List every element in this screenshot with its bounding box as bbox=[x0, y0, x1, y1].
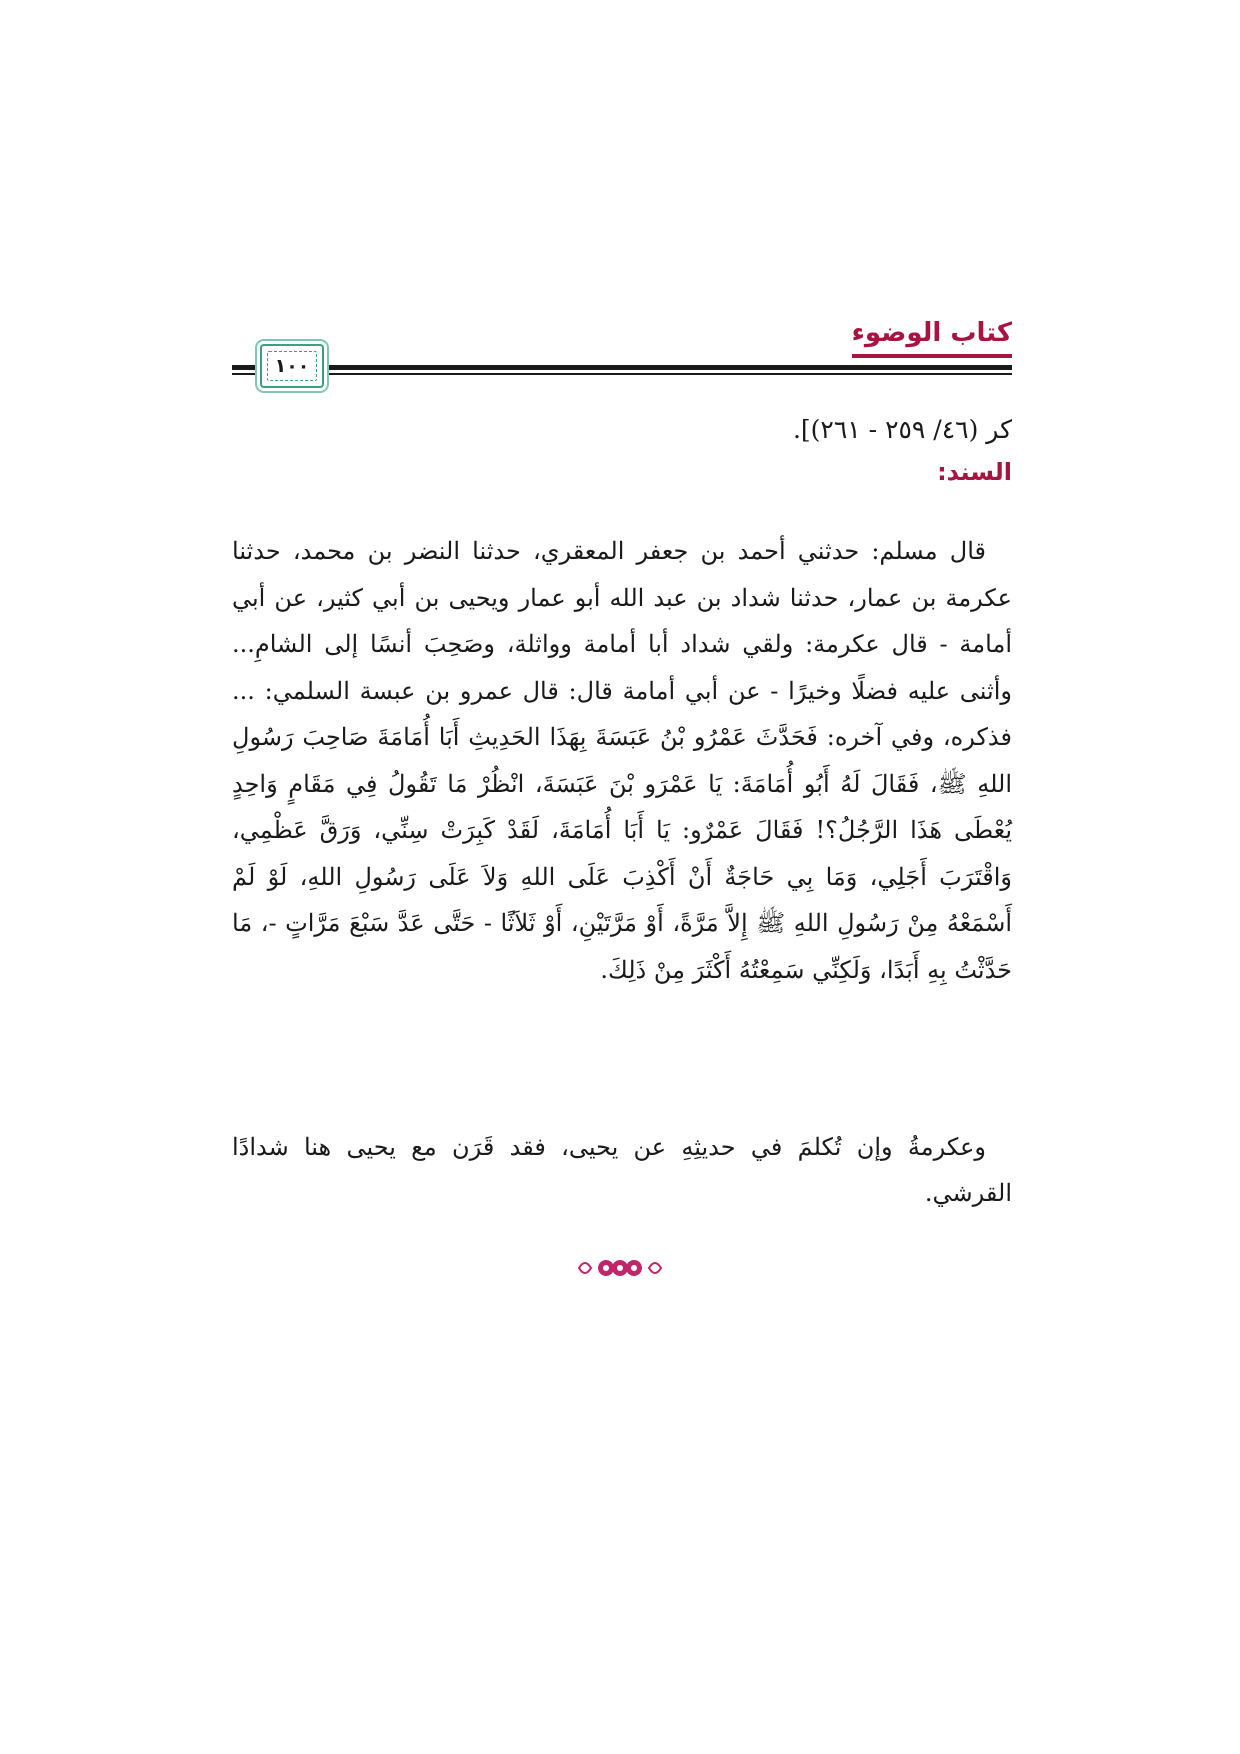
reference-line: كر (٤٦/ ٢٥٩ - ٢٦١)]. bbox=[792, 415, 1012, 444]
paragraph-comment: وعكرمةُ وإن تُكلمَ في حديثِهِ عن يحيى، فقد قَرَن مع يحيى هنا شدادًا القرشي. bbox=[232, 1133, 1012, 1207]
section-heading: السند: bbox=[937, 458, 1012, 486]
floral-divider-svg bbox=[575, 1250, 665, 1286]
floral-divider-icon bbox=[0, 1250, 1240, 1294]
header-rule-thin bbox=[232, 373, 1012, 375]
page-number: ١٠٠ bbox=[267, 351, 317, 381]
header-rule-thick bbox=[232, 365, 1012, 370]
title-underline bbox=[852, 354, 1012, 358]
book-title: كتاب الوضوء bbox=[851, 318, 1012, 348]
page-header bbox=[232, 318, 1012, 380]
paragraph-isnad: قال مسلم: حدثني أحمد بن جعفر المعقري، حدثنا النضر بن محمد، حدثنا عكرمة بن عمار، حدثنا شداد بن عبد الله أبو عمار ويحيى بن أبي كثير، عن أبي أمامة - قال عكرمة: ولقي شداد أبا أمامة وواثلة، وصَحِبَ أنسًا إلى الشامِ... وأثنى عليه فضلًا وخيرًا - عن أبي أمامة قال: قال عمرو بن عبسة السلمي: ... فذكره، وفي آخره: فَحَدَّثَ عَمْرُو بْنُ عَبَسَةَ بِهَذَا الحَدِيثِ أَبَا أُمَامَةَ صَاحِبَ رَسُولِ اللهِ ﷺ، فَقَالَ لَهُ أَبُو أُمَامَةَ: يَا عَمْرَو بْنَ عَبَسَةَ، انْظُرْ مَا تَقُولُ فِي مَقَامٍ وَاحِدٍ يُعْطَى هَذَا الرَّجُلُ؟! فَقَالَ عَمْرٌو: يَا أَبَا أُمَامَةَ، لَقَدْ كَبِرَتْ سِنِّي، وَرَقَّ عَظْمِي، وَاقْتَرَبَ أَجَلِي، وَمَا بِي حَاجَةٌ أَنْ أَكْذِبَ عَلَى اللهِ وَلاَ عَلَى رَسُولِ اللهِ، لَوْ لَمْ أَسْمَعْهُ مِنْ رَسُولِ اللهِ ﷺ إِلاَّ مَرَّةً، أَوْ مَرَّتَيْنِ، أَوْ ثَلاَثًا - حَتَّى عَدَّ سَبْعَ مَرَّاتٍ -، مَا حَدَّثْتُ بِهِ أَبَدًا، وَلَكِنِّي سَمِعْتُهُ أَكْثَرَ مِنْ ذَلِكَ. bbox=[232, 537, 1012, 984]
page-number-badge bbox=[260, 344, 324, 388]
